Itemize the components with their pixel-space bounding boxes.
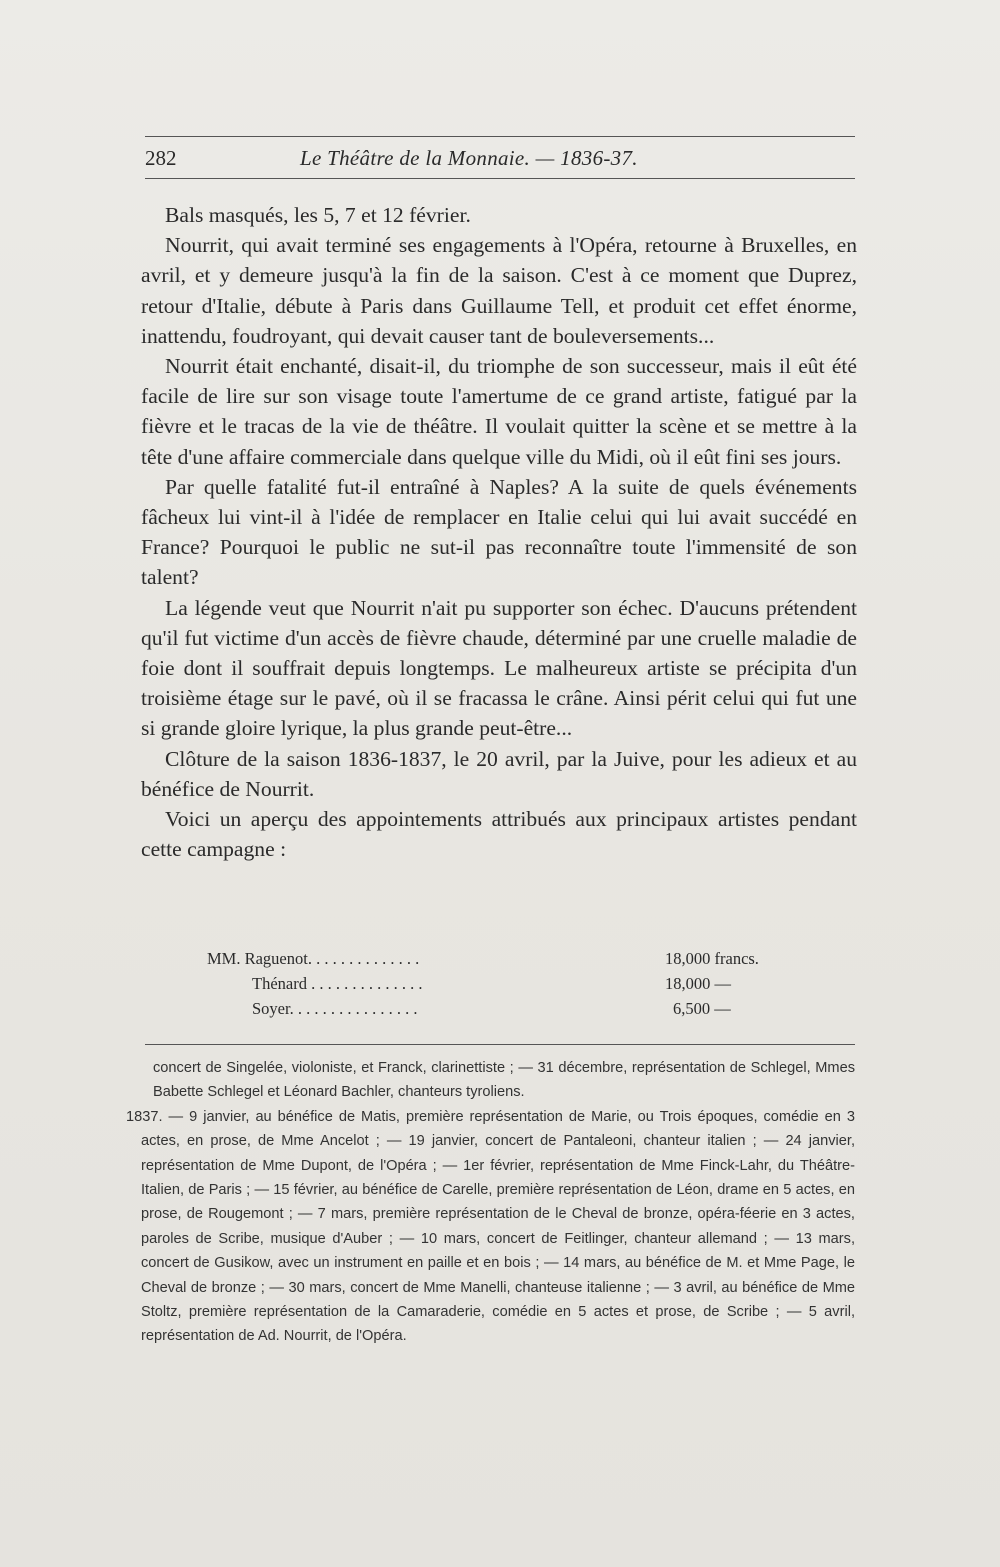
salary-name: MM. Raguenot. . . . . . . . . . . . . .: [207, 949, 420, 968]
salary-amount: 18,000 francs.: [665, 949, 759, 968]
paragraph: Clôture de la saison 1836-1837, le 20 avril, par la Juive, pour les adieux et au bénéfice de Nourrit.: [141, 746, 857, 801]
page-number: 282: [145, 146, 177, 170]
footnote: 1837. — 9 janvier, au bénéfice de Matis, première représentation de Marie, ou Trois époques, comédie en 3 actes, en prose, de Mme Ancelot ; — 19 janvier, concert de Pantaleoni, chanteur italien ; — 24 janvier, représentation de Mme Dupont, de l'Opéra ; — 1er février, représentation de Mme Finck-Lahr, du Théâtre-Italien, de Paris ; — 15 février, au bénéfice de Carelle, première représentation de Léon, drame en 5 actes, en prose, de Rougemont ; — 7 mars, première représentation de le Cheval de bronze, opéra-féerie en 3 actes, paroles de Scribe, musique d'Auber ; — 10 mars, concert de Feitlinger, chanteur allemand ; — 13 mars, concert de Gusikow, avec un instrument en paille et en bois ; — 14 mars, au bénéfice de M. et Mme Page, le Cheval de bronze ; — 30 mars, concert de Mme Manelli, chanteuse italienne ; — 3 avril, au bénéfice de Mme Stoltz, première représentation de la Camaraderie, comédie en 5 actes et prose, de Scribe ; — 5 avril, représentation de Ad. Nourrit, de l'Opéra.: [126, 1108, 855, 1345]
paragraph: Nourrit, qui avait terminé ses engagements à l'Opéra, retourne à Bruxelles, en avril, et y demeure jusqu'à la fin de la saison. C'est à ce moment que Duprez, retour d'Italie, débute à Paris dans Guillaume Tell, et produit cet effet énorme, inattendu, foudroyant, qui devait causer tant de bouleversements...: [141, 233, 857, 348]
salary-amount: 18,000 —: [665, 974, 731, 993]
salary-name: Thénard . . . . . . . . . . . . . .: [252, 974, 423, 993]
paragraph: Bals masqués, les 5, 7 et 12 février.: [165, 203, 471, 227]
salary-name: Soyer. . . . . . . . . . . . . . . .: [252, 999, 418, 1018]
paragraph: Voici un aperçu des appointements attribués aux principaux artistes pendant cette campagne :: [141, 807, 857, 862]
footnotes: [126, 1056, 855, 1349]
salary-row: [207, 946, 787, 971]
salary-amount: 6,500 —: [673, 999, 731, 1018]
footnote-rule: [145, 1044, 855, 1045]
paragraph: La légende veut que Nourrit n'ait pu supporter son échec. D'aucuns prétendent qu'il fut victime d'un accès de fièvre chaude, déterminé par une cruelle maladie de foie dont il souffrait depuis longtemps. Le malheureux artiste se précipita d'un troisième étage sur le pavé, où il se fracassa le crâne. Ainsi périt celui qui fut une si grande gloire lyrique, la plus grande peut-être...: [141, 595, 857, 741]
salary-row: [207, 996, 787, 1021]
paragraph: Nourrit était enchanté, disait-il, du triomphe de son successeur, mais il eût été facile de lire sur son visage toute l'amertume de ce grand artiste, fatigué par la fièvre et le tracas de la vie de théâtre. Il voulait quitter la scène et se mettre à la tête d'une affaire commerciale dans quelque ville du Midi, où il eût fini ses jours.: [141, 354, 857, 469]
paragraph: Par quelle fatalité fut-il entraîné à Naples? A la suite de quels événements fâcheux lui vint-il à l'idée de remplacer en Italie celui qui lui avait succédé en France? Pourquoi le public ne sut-il pas reconnaître toute l'immensité de son talent?: [141, 474, 857, 590]
header-top-rule: [145, 136, 855, 137]
header-bottom-rule: [145, 178, 855, 179]
footnote: concert de Singelée, violoniste, et Franck, clarinettiste ; — 31 décembre, représentation de Schlegel, Mmes Babette Schlegel et Léonard Bachler, chanteurs tyroliens.: [153, 1060, 855, 1101]
body-text: [141, 200, 857, 864]
salary-table: [207, 946, 787, 1021]
salary-row: [207, 971, 787, 996]
page-header: [145, 146, 855, 176]
running-title: Le Théâtre de la Monnaie. — 1836-37.: [300, 146, 638, 170]
